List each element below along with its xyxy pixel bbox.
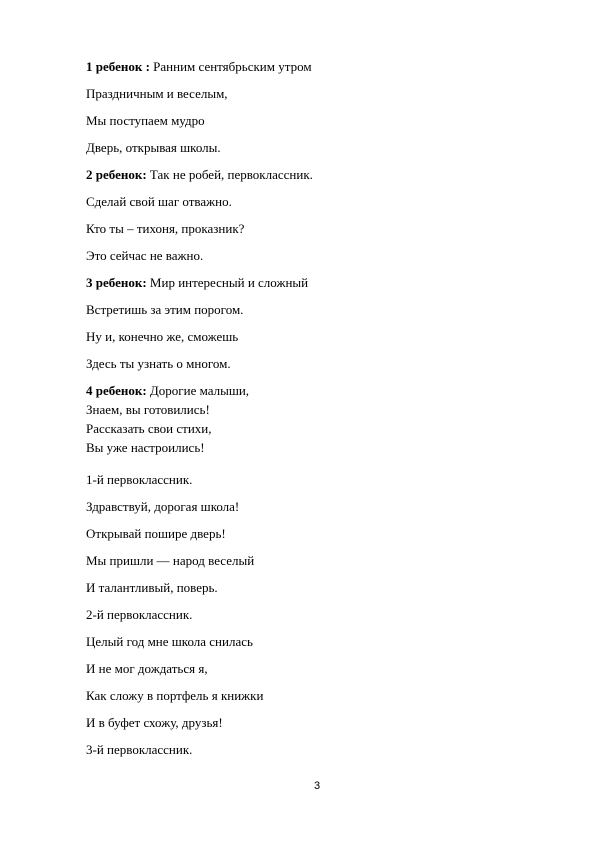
line-3 <box>86 113 205 129</box>
line-5 <box>86 167 313 183</box>
line-10 <box>86 302 243 318</box>
line-text: Ну и, конечно же, сможешь <box>86 329 239 344</box>
line-21 <box>86 580 218 596</box>
line-23 <box>86 634 253 650</box>
line-15 <box>86 421 212 437</box>
line-11 <box>86 329 238 345</box>
line-text: Встретишь за этим порогом. <box>86 302 244 317</box>
line-text: Знаем, вы готовились! <box>86 402 210 417</box>
line-20 <box>86 553 254 569</box>
line-text: Ранним сентябрьским утром <box>149 59 312 74</box>
speaker-label: 2 ребенок: <box>86 167 147 182</box>
line-26 <box>86 715 223 731</box>
line-text: Мы поступаем мудро <box>86 113 205 128</box>
line-2 <box>86 86 228 102</box>
line-24 <box>86 661 208 677</box>
line-12 <box>86 356 231 372</box>
line-6 <box>86 194 232 210</box>
line-18 <box>86 499 239 515</box>
line-27 <box>86 742 192 758</box>
line-text: 2-й первоклассник. <box>86 607 193 622</box>
line-text: И не мог дождаться я, <box>86 661 208 676</box>
line-text: Целый год мне школа снилась <box>86 634 253 649</box>
line-text: 1-й первоклассник. <box>86 472 193 487</box>
speaker-label: 1 ребенок : <box>86 59 150 74</box>
line-text: Здравствуй, дорогая школа! <box>86 499 240 514</box>
line-text: Дверь, открывая школы. <box>86 140 221 155</box>
line-7 <box>86 221 244 237</box>
line-text: Праздничным и веселым, <box>86 86 228 101</box>
line-9 <box>86 275 308 291</box>
line-1 <box>86 59 312 75</box>
line-text: Мир интересный и сложный <box>146 275 309 290</box>
line-14 <box>86 402 210 418</box>
line-text: 3-й первоклассник. <box>86 742 193 757</box>
line-text: Здесь ты узнать о многом. <box>86 356 231 371</box>
line-text: Кто ты – тихоня, проказник? <box>86 221 245 236</box>
page-number: 3 <box>314 780 321 792</box>
line-text: И в буфет схожу, друзья! <box>86 715 223 730</box>
line-text: Это сейчас не важно. <box>86 248 204 263</box>
line-25 <box>86 688 263 704</box>
line-19 <box>86 526 226 542</box>
line-text: Так не робей, первоклассник. <box>146 167 313 182</box>
line-text: И талантливый, поверь. <box>86 580 218 595</box>
line-13 <box>86 383 249 399</box>
line-22 <box>86 607 192 623</box>
speaker-label: 3 ребенок: <box>86 275 147 290</box>
line-text: Открывай пошире дверь! <box>86 526 226 541</box>
line-text: Мы пришли — народ веселый <box>86 553 255 568</box>
line-16 <box>86 440 205 456</box>
speaker-label: 4 ребенок: <box>86 383 147 398</box>
line-8 <box>86 248 203 264</box>
line-4 <box>86 140 221 156</box>
line-text: Дорогие малыши, <box>146 383 250 398</box>
line-text: Вы уже настроились! <box>86 440 205 455</box>
line-17 <box>86 472 192 488</box>
line-text: Рассказать свои стихи, <box>86 421 212 436</box>
line-text: Как сложу в портфель я книжки <box>86 688 264 703</box>
line-text: Сделай свой шаг отважно. <box>86 194 232 209</box>
